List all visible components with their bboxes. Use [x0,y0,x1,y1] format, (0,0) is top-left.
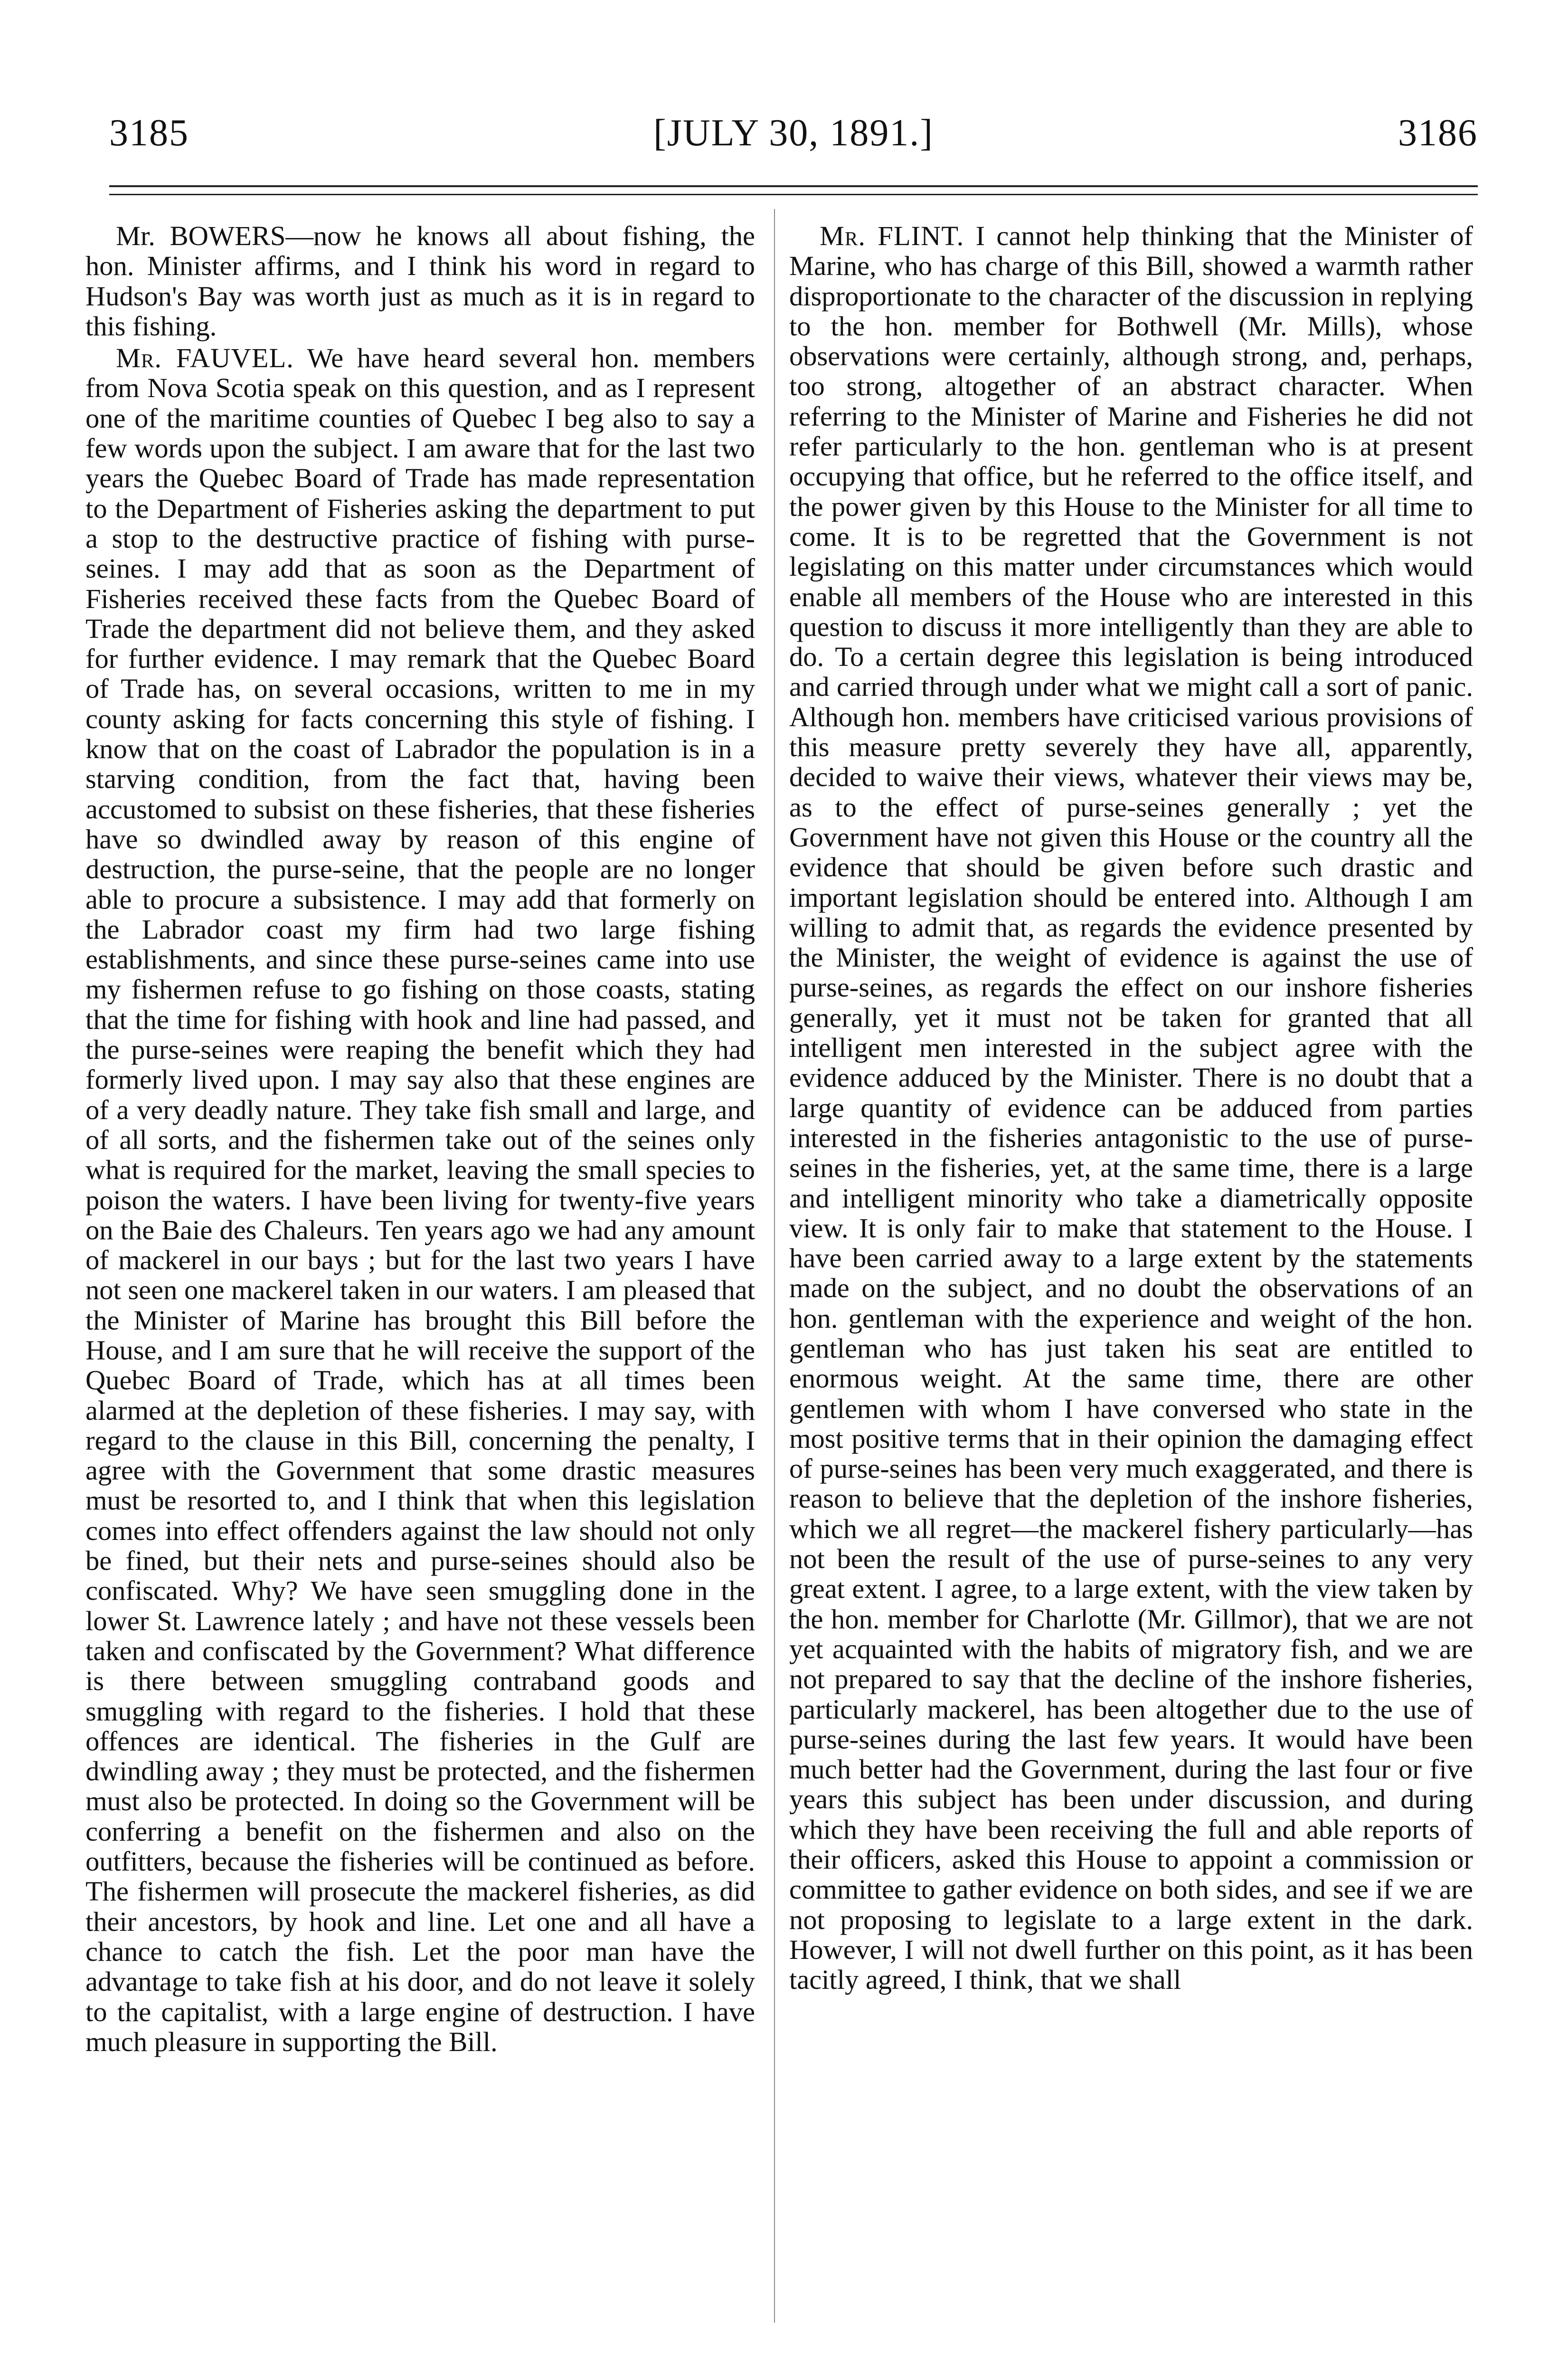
paragraph-text: I cannot help thinking that the Minister of Marine, who has charge of this Bill, showed a warmth rather disproportionate to the character of the discussion in replying to the hon. member for Bothwell (Mr. Mills), whose observations were certainly, although strong, and, perhaps, too strong, altogether of an abstract character. When referring to the Minister of Marine and Fisheries he did not refer particularly to the hon. gentleman who is at present occupying that office, but he referred to the office itself, and the power given by this House to the Minister for all time to come. It is to be regretted that the Government is not legislating on this matter under circumstances which would enable all members of the House who are interested in this question to discuss it more intelligently than they are able to do. To a certain degree this legislation is being introduced and carried through under what we might call a sort of panic. Although hon. members have criticised various provisions of this measure pretty severely they have all, apparently, decided to waive their views, whatever their views may be, as to the effect of purse-seines generally ; yet the Government have not given this House or the country all the evidence that should be given before such drastic and important legislation should be entered into. Although I am willing to admit that, as regards the evidence presented by the Minister, the weight of evidence is against the use of purse-seines, as regards the effect on our inshore fisheries generally, yet it must not be taken for granted that all intelligent men interested in the subject agree with the evidence adduced by the Minister. There is no doubt that a large quantity of evidence can be adduced from parties interested in the fisheries antagonistic to the use of purse-seines in the fisheries, yet, at the same time, there is a large and intelligent minority who take a diametrically opposite view. It is only fair to make that statement to the House. I have been carried away to a large extent by the statements made on the subject, and no doubt the observations of an hon. gentleman with the experience and weight of the hon. gentleman who has just taken his seat are entitled to enormous weight. At the same time, there are other gentlemen with whom I have conversed who state in the most positive terms that in their opinion the damaging effect of purse-seines has been very much exaggerated, and there is reason to believe that the depletion of the inshore fisheries, which we all regret—the mackerel fishery particularly—has not been the result of the use of purse-seines to any very great extent. I agree, to a large extent, with the view taken by the hon. member for Charlotte (Mr. Gillmor), that we are not yet acquainted with the habits of migratory fish, and we are not prepared to say that the decline of the inshore fisheries, particularly mackerel, has been altogether due to the use of purse-seines during the last few years. It would have been much better had the Government, during the last four or five years this subject has been under discussion, and during which they have been receiving the full and able reports of their officers, asked this House to appoint a commission or committee to gather evidence on both sides, and see if we are not proposing to legislate to a large extent in the dark. However, I will not dwell further on this point, as it has been tacitly agreed, I think, that we shall [789,220,1473,1995]
header-rule-top [109,185,1478,187]
page-number-left: 3185 [109,112,189,154]
column-divider [774,209,775,2323]
page-number-right: 3186 [1398,112,1478,154]
left-column [85,221,755,2059]
speaker-name: Mr. FAUVEL. [116,342,294,374]
header-rule-bottom [109,194,1478,195]
paragraph-text: We have heard several hon. members from Nova Scotia speak on this question, and as I represent one of the maritime counties of Quebec I beg also to say a few words upon the subject. I am aware that for the last two years the Quebec Board of Trade has made representation to the Department of Fisheries asking the department to put a stop to the destructive practice of fishing with purse-seines. I may add that as soon as the Department of Fisheries received these facts from the Quebec Board of Trade the department did not believe them, and they asked for further evidence. I may remark that the Quebec Board of Trade has, on several occasions, written to me in my county asking for facts concerning this style of fishing. I know that on the coast of Labrador the population is in a starving condition, from the fact that, having been accustomed to subsist on these fisheries, that these fisheries have so dwindled away by reason of this engine of destruction, the purse-seine, that the people are no longer able to procure a subsistence. I may add that formerly on the Labrador coast my firm had two large fishing establishments, and since these purse-seines came into use my fishermen refuse to go fishing on those coasts, stating that the time for fishing with hook and line had passed, and the purse-seines were reaping the benefit which they had formerly lived upon. I may say also that these engines are of a very deadly nature. They take fish small and large, and of all sorts, and the fishermen take out of the seines only what is required for the market, leaving the small species to poison the waters. I have been living for twenty-five years on the Baie des Chaleurs. Ten years ago we had any amount of mackerel in our bays ; but for the last two years I have not seen one mackerel taken in our waters. I am pleased that the Minister of Marine has brought this Bill before the House, and I am sure that he will receive the support of the Quebec Board of Trade, which has at all times been alarmed at the depletion of these fisheries. I may say, with regard to the clause in this Bill, concerning the penalty, I agree with the Government that some drastic measures must be resorted to, and I think that when this legislation comes into effect offenders against the law should not only be fined, but their nets and purse-seines should also be confiscated. Why? We have seen smuggling done in the lower St. Lawrence lately ; and have not these vessels been taken and confiscated by the Government? What difference is there between smuggling contraband goods and smuggling with regard to the fisheries. I hold that these offences are identical. The fisheries in the Gulf are dwindling away ; they must be protected, and the fishermen must also be protected. In doing so the Government will be conferring a benefit on the fishermen and also on the outfitters, because the fisheries will be continued as before. The fishermen will prosecute the mackerel fisheries, as did their ancestors, by hook and line. Let one and all have a chance to catch the fish. Let the poor man have the advantage to take fish at his door, and do not leave it solely to the capitalist, with a large engine of destruction. I have much pleasure in supporting the Bill. [85,342,755,2057]
speech-paragraph [789,221,1473,1995]
speech-paragraph [85,221,755,341]
right-column [789,221,1473,1997]
page-header [109,112,1478,173]
paragraph-text: Mr. BOWERS—now he knows all about fishing, the hon. Minister affirms, and I think his word in regard to Hudson's Bay was worth just as much as it is in regard to this fishing. [85,220,755,342]
speaker-name: Mr. FLINT. [820,220,964,251]
speech-paragraph [85,343,755,2057]
page-date: [JULY 30, 1891.] [653,112,934,154]
